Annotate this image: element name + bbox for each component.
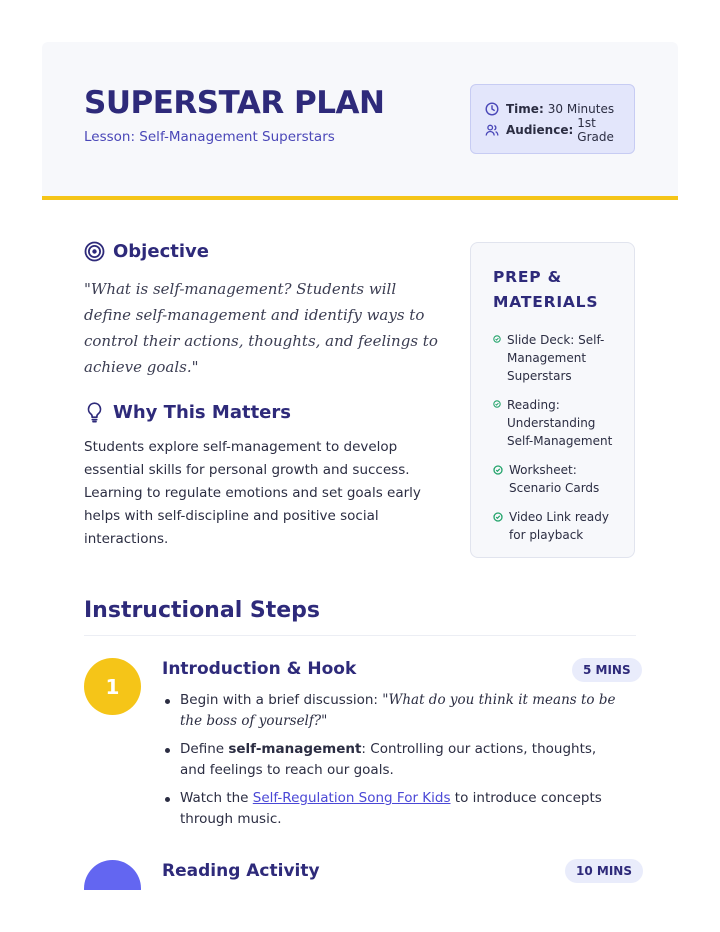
prep-item — [493, 508, 618, 544]
prep-item-label: Video Link ready for playback — [509, 510, 609, 542]
bullet-text: to introduce concepts through music. — [180, 790, 602, 827]
time-label: Time: — [506, 101, 544, 116]
prep-item-label: Worksheet: Scenario Cards — [509, 463, 600, 495]
step-title: Introduction & Hook — [162, 659, 357, 679]
objective-quote: "What is self-management? Students will define self-management and identify ways to control their actions, thoughts, and feelings to achieve goals." — [84, 280, 438, 376]
audience-value: 1st Grade — [577, 115, 614, 144]
bullet-quote: "What do you think it means to be the boss of yourself?" — [180, 692, 616, 729]
step-number-badge: 1 — [84, 658, 141, 715]
why-title: Why This Matters — [113, 401, 291, 423]
page-bottom-mask — [0, 890, 720, 932]
prep-item-label: Slide Deck: Self-Management Superstars — [507, 333, 605, 383]
prep-materials-card — [470, 242, 635, 558]
meta-box — [470, 84, 635, 154]
divider — [84, 635, 636, 636]
why-heading — [84, 401, 291, 423]
list-item — [162, 690, 622, 732]
check-circle-icon — [493, 465, 503, 475]
check-circle-icon — [493, 335, 501, 343]
list-item — [162, 788, 622, 830]
why-text: Students explore self-management to develop essential skills for personal growth and success. Learning to regulate emotions and set goals early helps with self-discipline and positive social interactions. — [84, 439, 421, 547]
lightbulb-icon — [84, 401, 105, 423]
bullet-text: Watch the — [180, 790, 253, 806]
audience-row — [485, 115, 634, 144]
audience-label: Audience: — [506, 122, 574, 137]
page-title: SUPERSTAR PLAN — [84, 85, 385, 121]
header-card — [42, 42, 678, 197]
step-bullet-list — [162, 690, 622, 837]
steps-heading: Instructional Steps — [84, 598, 321, 623]
lesson-subtitle: Lesson: Self-Management Superstars — [84, 129, 335, 145]
bullet-text: Begin with a brief discussion: — [180, 692, 383, 708]
step-title: Reading Activity — [162, 861, 320, 881]
prep-item — [493, 396, 618, 450]
prep-item — [493, 461, 618, 497]
bullet-text: Define — [180, 741, 229, 757]
list-item — [162, 739, 622, 781]
prep-item-label: Reading: Understanding Self-Management — [507, 398, 613, 448]
check-circle-icon — [493, 400, 501, 408]
header-accent-bar — [42, 196, 678, 200]
video-link[interactable]: Self-Regulation Song For Kids — [252, 790, 451, 806]
clock-icon — [485, 102, 499, 116]
time-value: 30 Minutes — [547, 101, 615, 116]
prep-title: PREP & MATERIALS — [493, 268, 599, 311]
duration-badge: 5 MINS — [572, 658, 642, 682]
check-circle-icon — [493, 512, 503, 522]
bullet-text: : Controlling our actions, thoughts, and feelings to reach our goals. — [180, 741, 597, 778]
objective-title: Objective — [113, 241, 209, 262]
bullet-term: self-management — [228, 741, 362, 757]
prep-item — [493, 331, 618, 385]
duration-badge: 10 MINS — [565, 859, 643, 883]
users-icon — [485, 123, 499, 137]
objective-heading — [84, 241, 209, 262]
target-icon — [84, 241, 105, 262]
